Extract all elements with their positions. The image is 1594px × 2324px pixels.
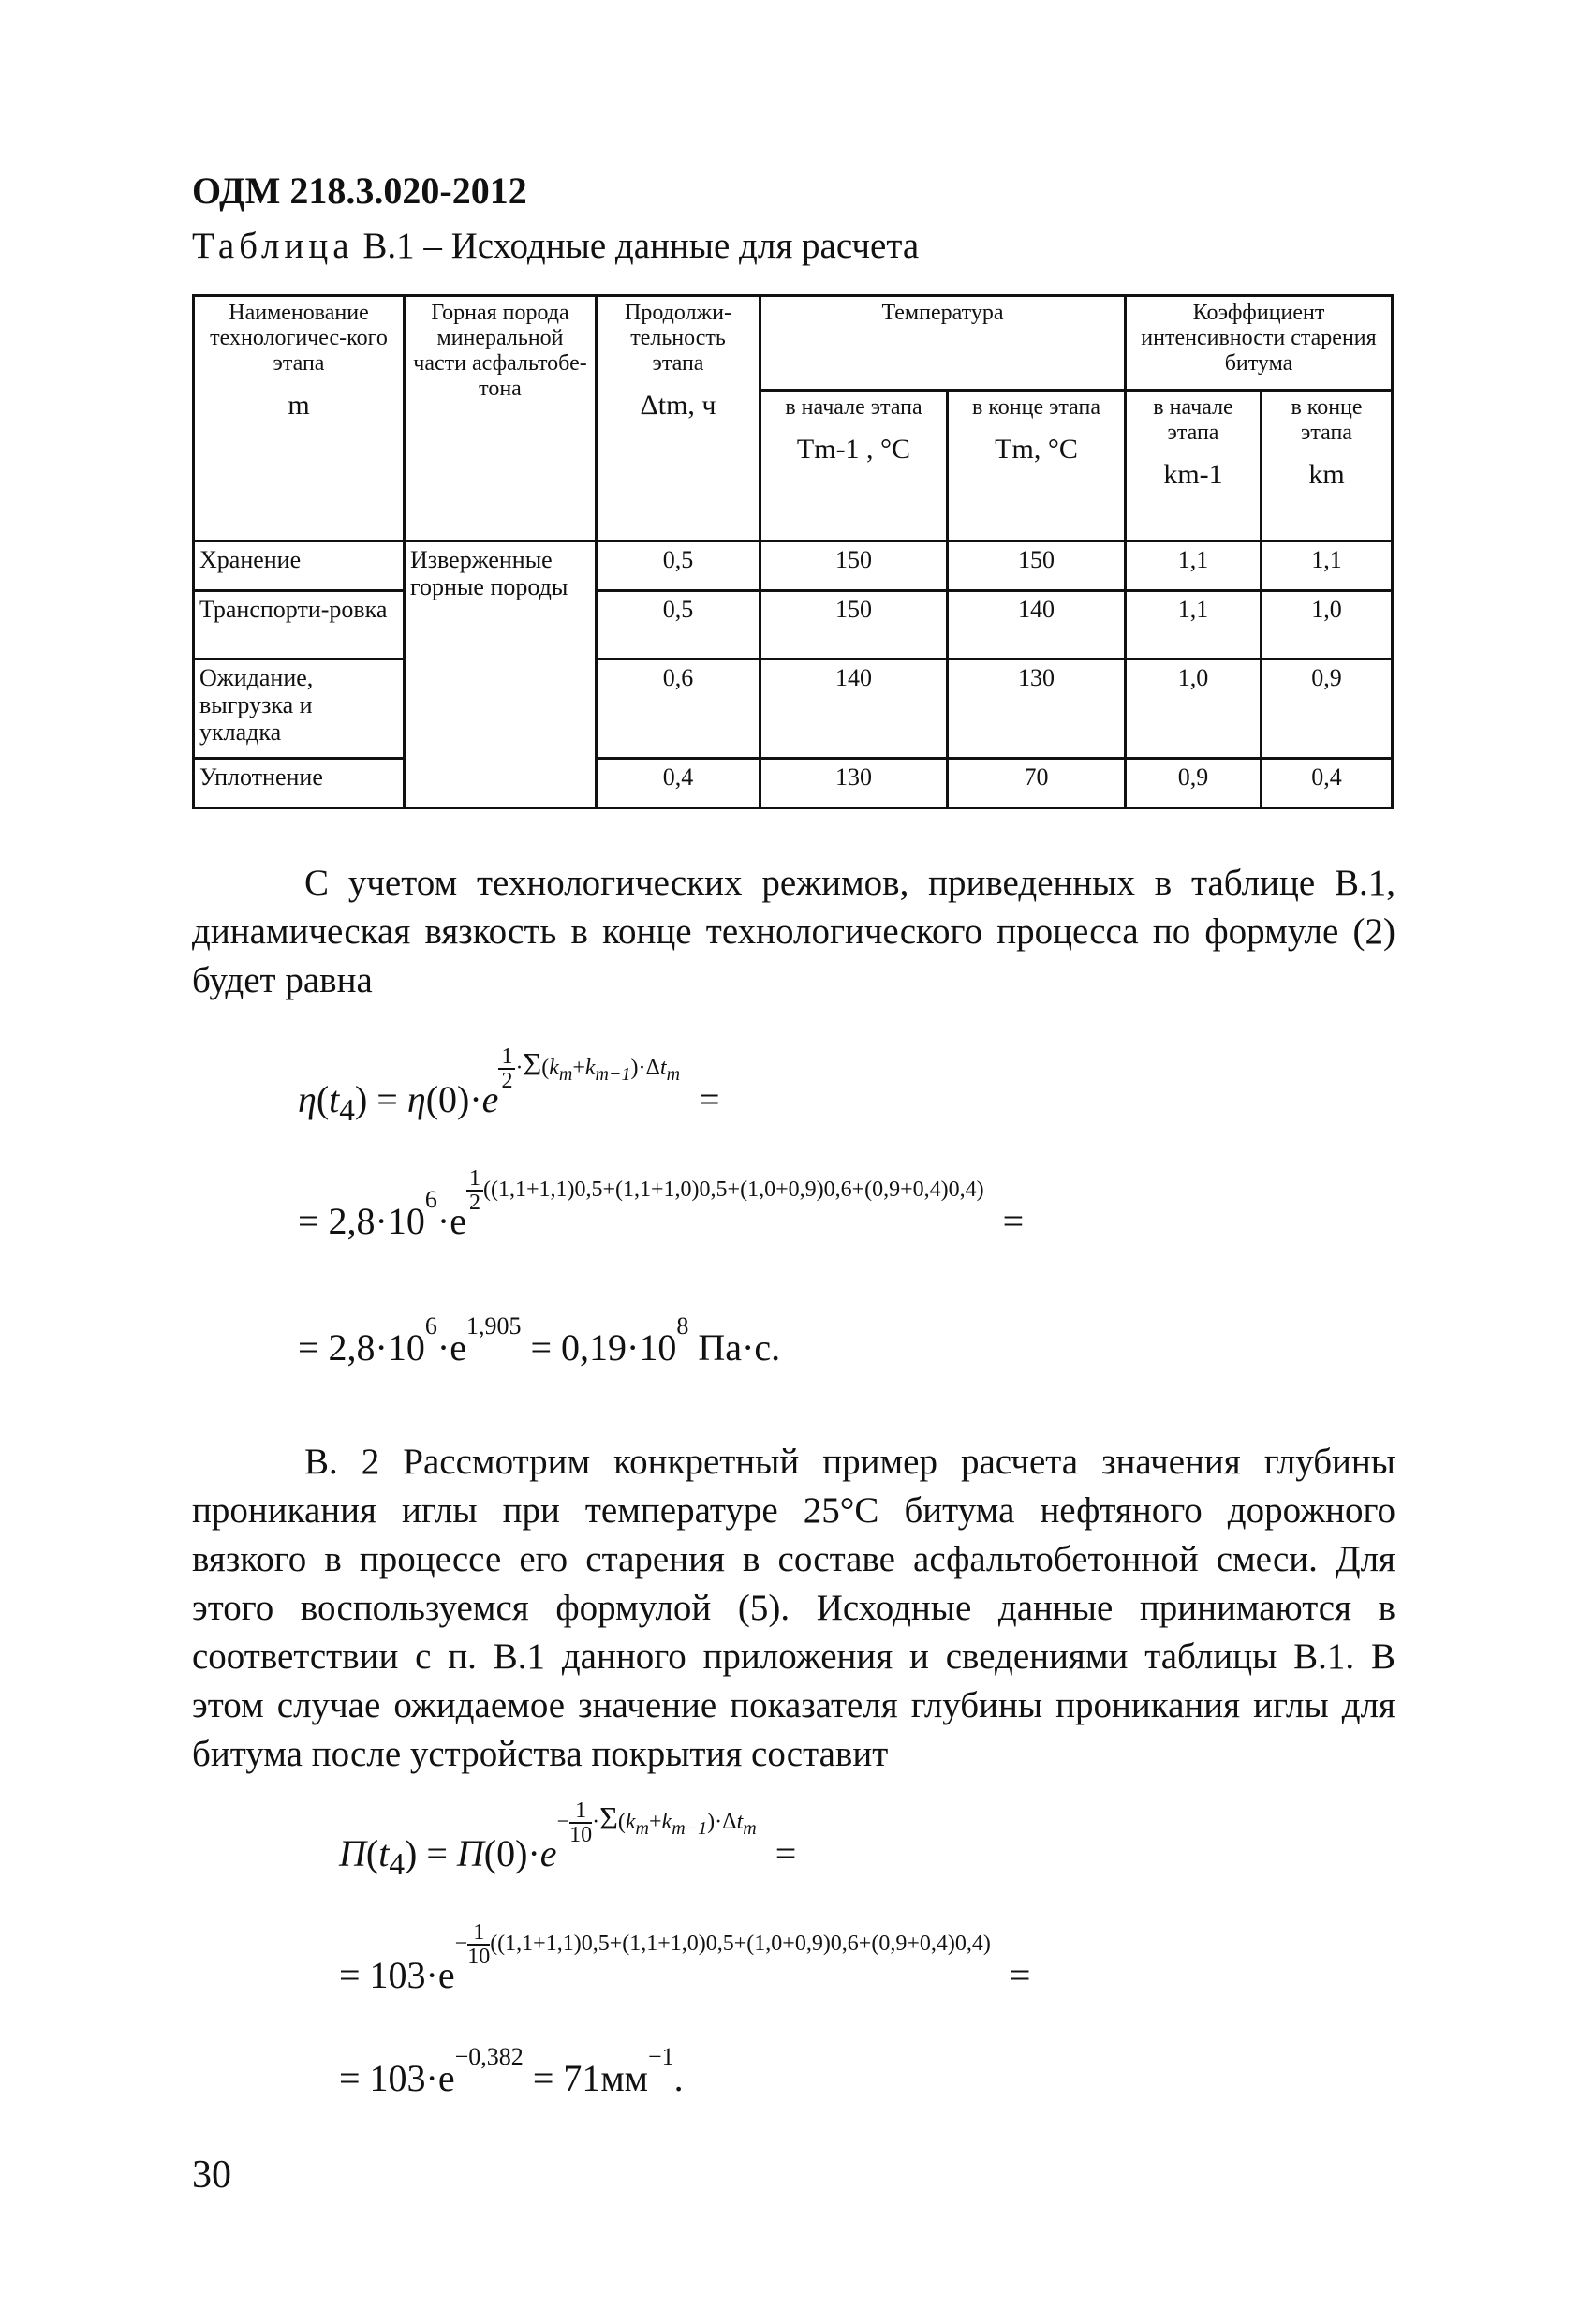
formula-viscosity-line1: $\eta(t_4) = \eta(0)\cdot e$ $^{\frac{1}{2} \cdot\Sigma(k_m+k_{m-1})\cdot\Delta t_m}$ = — [298, 1044, 720, 1128]
paragraph-viscosity: С учетом технологических режимов, приведенных в таблице В.1, динамическая вязкость в конце технологического процесса по формуле (2) будет равна — [192, 863, 1395, 1000]
formula-viscosity-line2: = $2,8\cdot 10^6\cdot e$ $^{\frac{1}{2} ((1,1+1,1)0,5+(1,1+1,0)0,5+(1,0+0,9)0,6+(0,9+0,4)0,4)}$ = — [298, 1166, 1025, 1242]
table-caption-text: В.1 – Исходные данные для расчета — [353, 226, 920, 266]
cell-t-end: 130 — [948, 659, 1126, 759]
cell-t-start: 150 — [760, 591, 948, 659]
cell-duration: 0,4 — [597, 759, 760, 808]
cell-stage: Хранение — [194, 541, 405, 591]
cell-k-start: 1,0 — [1126, 659, 1262, 759]
source-data-table — [192, 294, 1394, 809]
cell-t-end: 150 — [948, 541, 1126, 591]
cell-stage: Ожидание, выгрузка и укладка — [194, 659, 405, 759]
cell-k-end: 1,0 — [1262, 591, 1393, 659]
cell-k-start: 0,9 — [1126, 759, 1262, 808]
page-number: 30 — [192, 2154, 231, 2197]
formula-penetration-line3: = $103\cdot e^{-0,382} = 71мм^{-1}$. — [339, 2043, 684, 2099]
table-caption-word: Таблица — [192, 226, 354, 266]
cell-k-end: 0,4 — [1262, 759, 1393, 808]
header-coefficient: Коэффициент интенсивности старения битума — [1126, 296, 1393, 391]
cell-t-end: 140 — [948, 591, 1126, 659]
table-row — [194, 759, 1393, 808]
formula-penetration-line1: $П(t_4) = П(0)\cdot e^{- \frac{1}{10} \cdot\Sigma(k_m+k_{m-1})\cdot\Delta t_m}$ = — [339, 1799, 797, 1882]
cell-t-start: 150 — [760, 541, 948, 591]
header-stage: Наименование технологичес-кого этапа m — [194, 296, 405, 541]
table-header-row — [194, 296, 1393, 391]
cell-k-start: 1,1 — [1126, 591, 1262, 659]
header-coef-start: в начале этапа km-1 — [1126, 391, 1262, 541]
header-duration: Продолжи-тельность этапа Δtm, ч — [597, 296, 760, 541]
cell-duration: 0,6 — [597, 659, 760, 759]
cell-k-end: 1,1 — [1262, 541, 1393, 591]
header-temperature: Температура — [760, 296, 1126, 391]
header-temp-start: в начале этапа Tm-1 , °C — [760, 391, 948, 541]
cell-rock: Изверженные горные породы — [405, 541, 597, 808]
header-temp-end: в конце этапа Tm, °C — [948, 391, 1126, 541]
cell-duration: 0,5 — [597, 591, 760, 659]
table-caption — [192, 225, 919, 267]
cell-t-start: 130 — [760, 759, 948, 808]
formula-penetration-line2: = $103\cdot e^{- \frac{1}{10} ((1,1+1,1)0,5+(1,1+1,0)0,5+(1,0+0,9)0,6+(0,9+0,4)0,4)}$ = — [339, 1920, 1031, 1996]
cell-duration: 0,5 — [597, 541, 760, 591]
cell-k-end: 0,9 — [1262, 659, 1393, 759]
cell-t-end: 70 — [948, 759, 1126, 808]
paragraph-penetration: В. 2 Рассмотрим конкретный пример расчета значения глубины проникания иглы при температуре 25°С битума нефтяного дорожного вязкого в процессе его старения в составе асфальтобетонной смеси. Для этого воспользуемся формулой (5). Исходные данные принимаются в соответствии с п. В.1 данного приложения и сведениями таблицы В.1. В этом случае ожидаемое значение показателя глубины проникания иглы для битума после устройства покрытия составит — [192, 1442, 1395, 1774]
table-row — [194, 541, 1393, 591]
cell-k-start: 1,1 — [1126, 541, 1262, 591]
cell-t-start: 140 — [760, 659, 948, 759]
table-row — [194, 659, 1393, 759]
table-row — [194, 591, 1393, 659]
cell-stage: Транспорти-ровка — [194, 591, 405, 659]
formula-viscosity-line3: = $2,8\cdot 10^6\cdot e^{1,905} = 0,19\cdot 10^8$ Па·с. — [298, 1312, 781, 1369]
header-rock: Горная порода минеральной части асфальтобе-тона — [405, 296, 597, 541]
cell-stage: Уплотнение — [194, 759, 405, 808]
header-coef-end: в конце этапа km — [1262, 391, 1393, 541]
document-code: ОДМ 218.3.020-2012 — [192, 170, 527, 212]
